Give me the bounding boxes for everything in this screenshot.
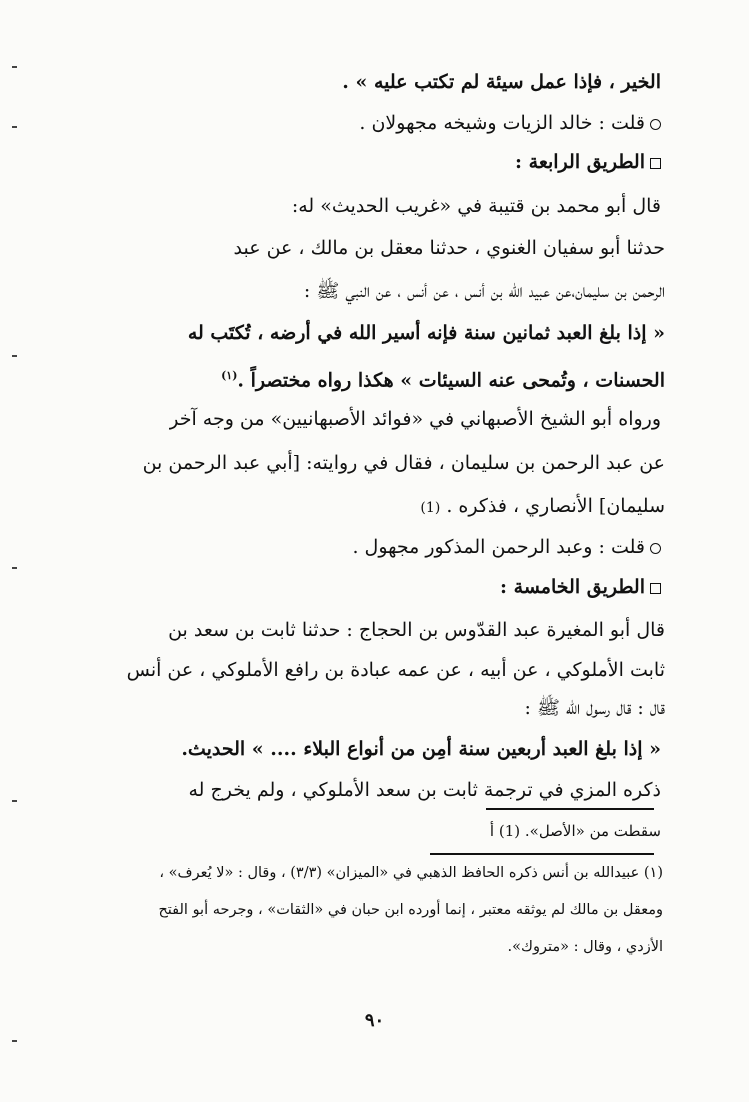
text-line-1: الخير ، فإذا عمل سيئة لم تكتب عليه » . xyxy=(342,71,661,93)
text-line-15: ثابت الأملوكي ، عن أبيه ، عن عمه عبادة بن رافع الأملوكي ، عن أنس xyxy=(126,659,665,681)
footnote-line-1: (١) عبيدالله بن أنس ذكره الحافظ الذهبي في «الميزان» (٣/٣) ، وقال : «لا يُعرف» ، xyxy=(159,865,663,881)
scan-mark xyxy=(12,126,17,128)
margin-note: سقطت من «الأصل». (1) أ xyxy=(489,822,661,840)
circle-bullet-icon xyxy=(650,119,661,130)
text-line-10: عن عبد الرحمن بن سليمان ، فقال في روايته: [أبي عبد الرحمن بن xyxy=(142,452,665,474)
scan-mark xyxy=(12,800,17,802)
text-line-11: سليمان] الأنصاري ، فذكره . (1) xyxy=(420,495,665,517)
text-line-18: ذكره المزي في ترجمة ثابت بن سعد الأملوكي ، ولم يخرج له xyxy=(188,779,661,801)
footnote-ref-1: (١) xyxy=(221,369,238,382)
scan-mark xyxy=(12,1040,17,1042)
text-line-4: قال أبو محمد بن قتيبة في «غريب الحديث» له: xyxy=(291,195,661,217)
section-heading-5: الطريق الخامسة : xyxy=(500,572,661,602)
square-bullet-icon xyxy=(650,158,661,169)
text-line-2: قلت : خالد الزيات وشيخه مجهولان . xyxy=(359,108,661,138)
footnote-line-3: الأزدي ، وقال : «متروك». xyxy=(507,939,663,955)
footnote-separator xyxy=(430,853,654,855)
text-line-6: الرحمن بن سليمان،عن عبيد الله بن أنس ، عن أنس ، عن النبي ﷺ : xyxy=(303,280,665,302)
circle-bullet-icon xyxy=(650,543,661,554)
section-heading-4: الطريق الرابعة : xyxy=(515,147,661,177)
text-line-14: قال أبو المغيرة عبد القدّوس بن الحجاج : حدثنا ثابت بن سعد بن xyxy=(168,619,665,641)
footnote-line-2: ومعقل بن مالك لم يوثقه معتبر ، إنما أورده ابن حبان في «الثقات» ، وجرحه أبو الفتح xyxy=(158,902,663,918)
text-line-8: الحسنات ، وتُمحى عنه السيئات » هكذا رواه مختصراً .$^{(١)}$ xyxy=(221,369,665,392)
text-line-7: « إذا بلغ العبد ثمانين سنة فإنه أسير الله في أرضه ، تُكتَب له xyxy=(187,322,665,344)
page-number: ٩٠ xyxy=(364,1010,385,1031)
square-bullet-icon xyxy=(650,583,661,594)
scan-mark xyxy=(12,66,17,68)
text-line-12: قلت : وعبد الرحمن المذكور مجهول . xyxy=(352,532,661,562)
text-line-17: « إذا بلغ العبد أربعين سنة أمِن من أنواع البلاء .... » الحديث. xyxy=(181,738,661,760)
scan-mark xyxy=(12,355,17,357)
text-line-16: قال : قال رسول الله ﷺ : xyxy=(524,697,665,719)
margin-note-rule xyxy=(486,808,654,810)
text-line-9: ورواه أبو الشيخ الأصبهاني في «فوائد الأصبهانيين» من وجه آخر xyxy=(169,408,661,430)
bracket-ref-1: (1) xyxy=(420,500,441,516)
scan-mark xyxy=(12,567,17,569)
text-line-5: حدثنا أبو سفيان الغنوي ، حدثنا معقل بن مالك ، عن عبد xyxy=(233,237,665,259)
